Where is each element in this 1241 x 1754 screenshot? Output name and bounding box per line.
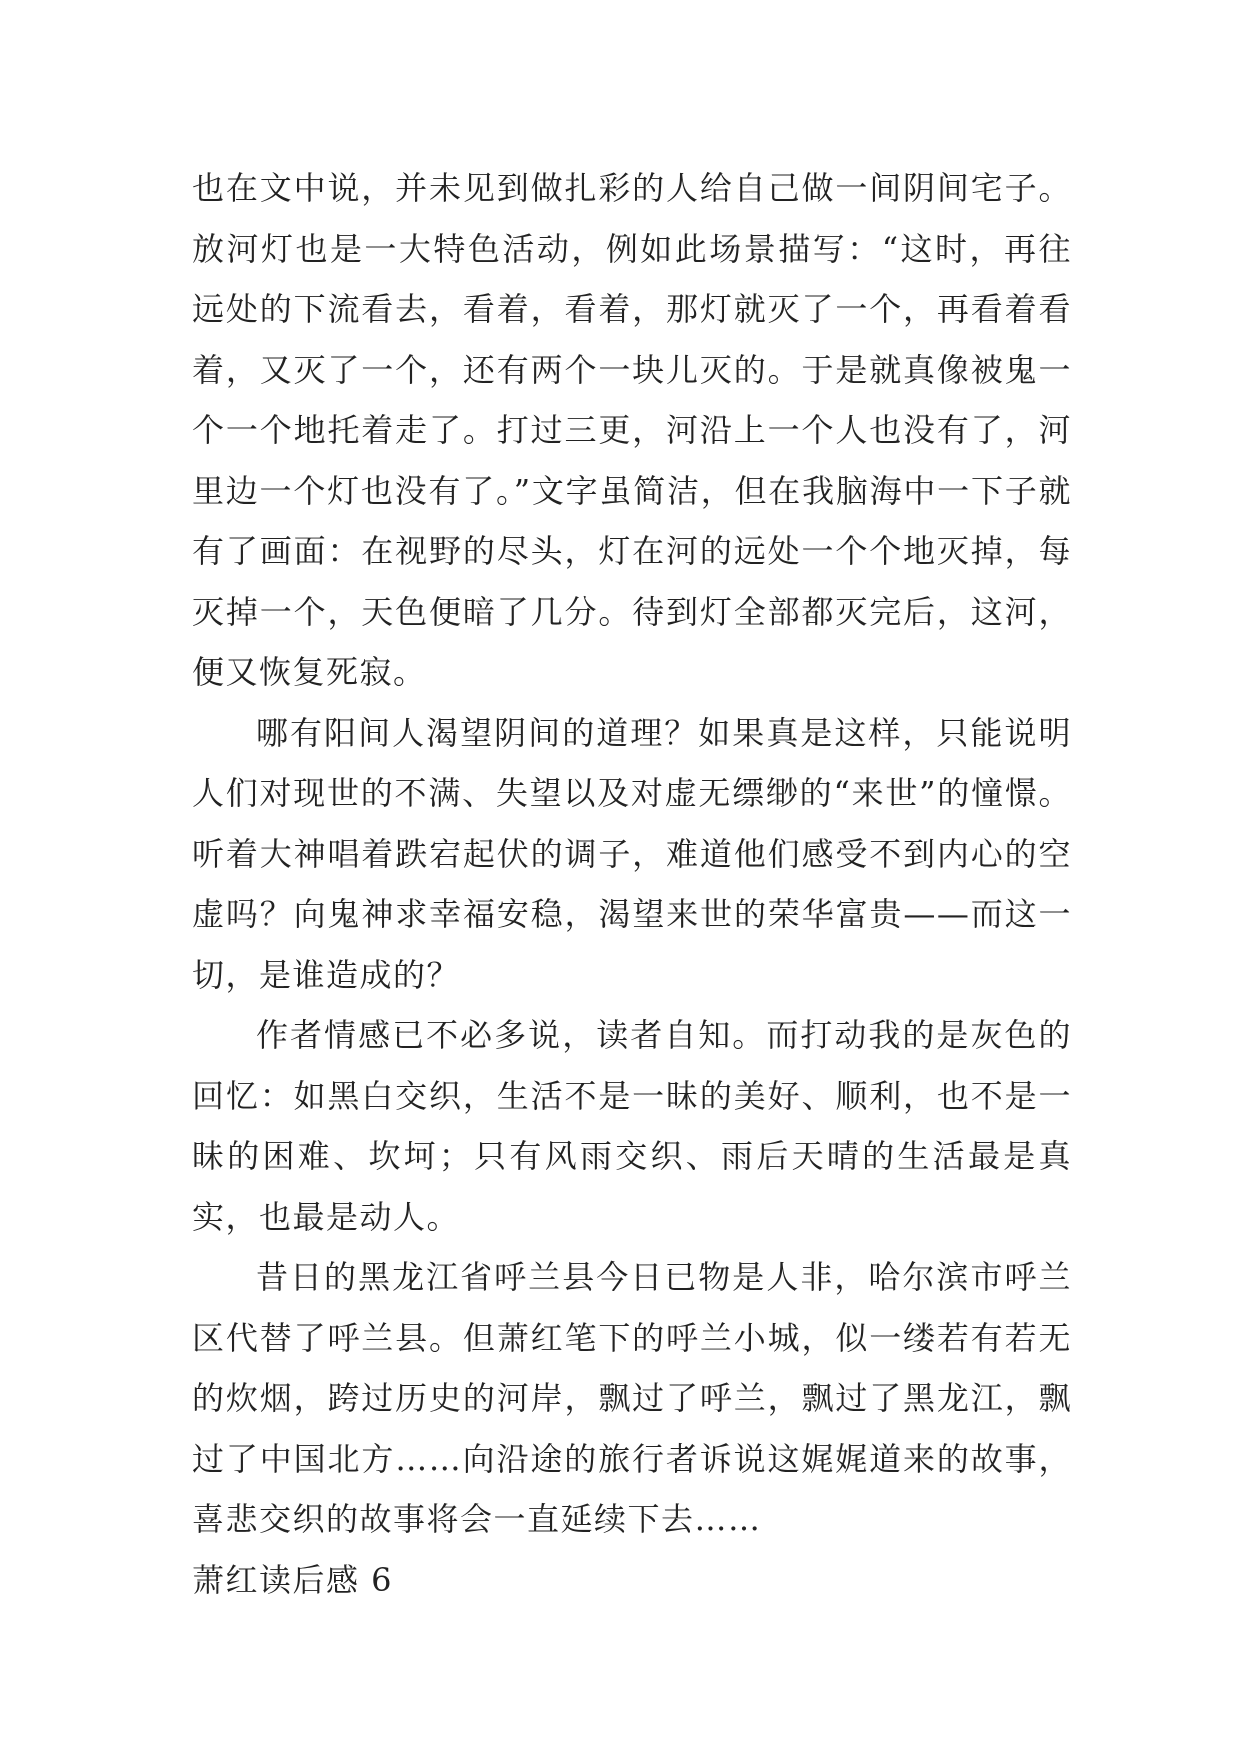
paragraph-3: 作者情感已不必多说，读者自知。而打动我的是灰色的回忆：如黑白交织，生活不是一昧的美好、顺利，也不是一昧的困难、坎坷；只有风雨交织、雨后天晴的生活最是真实，也最是动人。 bbox=[192, 1016, 1072, 1236]
paragraph-1: 也在文中说，并未见到做扎彩的人给自己做一间阴间宅子。放河灯也是一大特色活动，例如此场景描写：“这时，再往远处的下流看去，看着，看着，那灯就灭了一个，再看着看着，又灭了一个，还有两个一块儿灭的。于是就真像被鬼一个一个地托着走了。打过三更，河沿上一个人也没有了，河里边一个灯也没有了。”文字虽简洁，但在我脑海中一下子就有了画面：在视野的尽头，灯在河的远处一个个地灭掉，每灭掉一个，天色便暗了几分。待到灯全部都灭完后，这河，便又恢复死寂。 bbox=[192, 169, 1072, 691]
document-body bbox=[192, 158, 1072, 1610]
paragraph-4: 昔日的黑龙江省呼兰县今日已物是人非，哈尔滨市呼兰区代替了呼兰县。但萧红笔下的呼兰小城，似一缕若有若无的炊烟，跨过历史的河岸，飘过了呼兰，飘过了黑龙江，飘过了中国北方……向沿途的旅行者诉说这娓娓道来的故事，喜悲交织的故事将会一直延续下去…… bbox=[192, 1258, 1072, 1538]
section-heading: 萧红读后感 6 bbox=[192, 1560, 394, 1599]
paragraph-2: 哪有阳间人渴望阴间的道理？如果真是这样，只能说明人们对现世的不满、失望以及对虚无缥缈的“来世”的憧憬。听着大神唱着跌宕起伏的调子，难道他们感受不到内心的空虚吗？向鬼神求幸福安稳，渴望来世的荣华富贵——而这一切，是谁造成的？ bbox=[192, 713, 1072, 994]
